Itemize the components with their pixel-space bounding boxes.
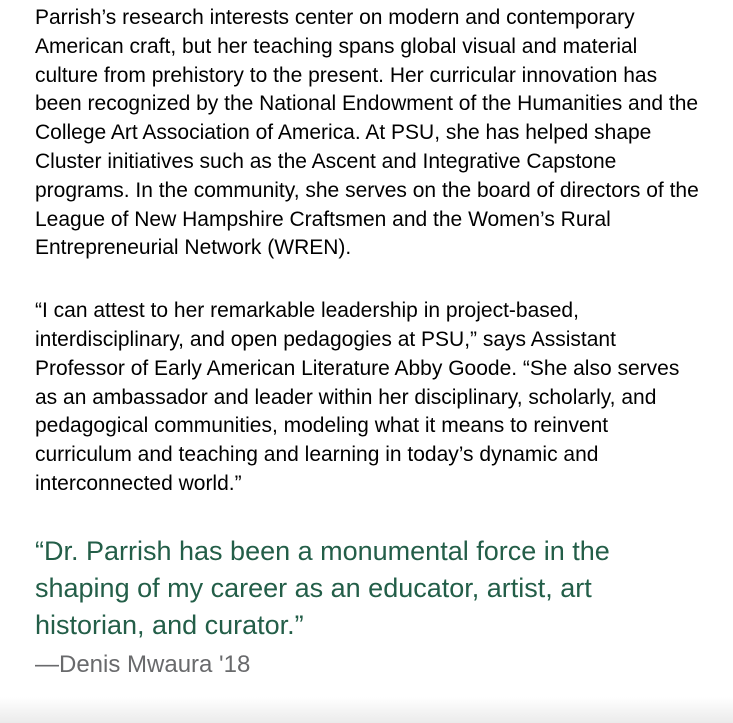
section-divider bbox=[0, 697, 733, 723]
pull-quote-attribution: —Denis Mwaura '18 bbox=[35, 650, 251, 678]
pull-quote-text: “Dr. Parrish has been a monumental force in the shaping of my career as an educator, artist, art historian, and curator.” bbox=[35, 535, 610, 640]
testimonial-paragraph: “I can attest to her remarkable leadership in project-based, interdisciplinary, and open pedagogies at PSU,” says Assistant Professor of Early American Literature Abby Goode. “She also serves as an ambassador and leader within her disciplinary, scholarly, and pedagogical communities, modeling what it means to reinvent curriculum and teaching and learning in today’s dynamic and interconnected world.” bbox=[35, 299, 680, 495]
pull-quote bbox=[35, 533, 702, 680]
bio-paragraph: Parrish’s research interests center on modern and contemporary American craft, but her teaching spans global visual and material culture from prehistory to the present. Her curricular innovation has been recognized by the National Endowment of the Humanities and the College Art Association of America. At PSU, she has helped shape Cluster initiatives such as the Ascent and Integrative Capstone programs. In the community, she serves on the board of directors of the League of New Hampshire Craftsmen and the Women’s Rural Entrepreneurial Network (WREN). bbox=[35, 6, 699, 260]
